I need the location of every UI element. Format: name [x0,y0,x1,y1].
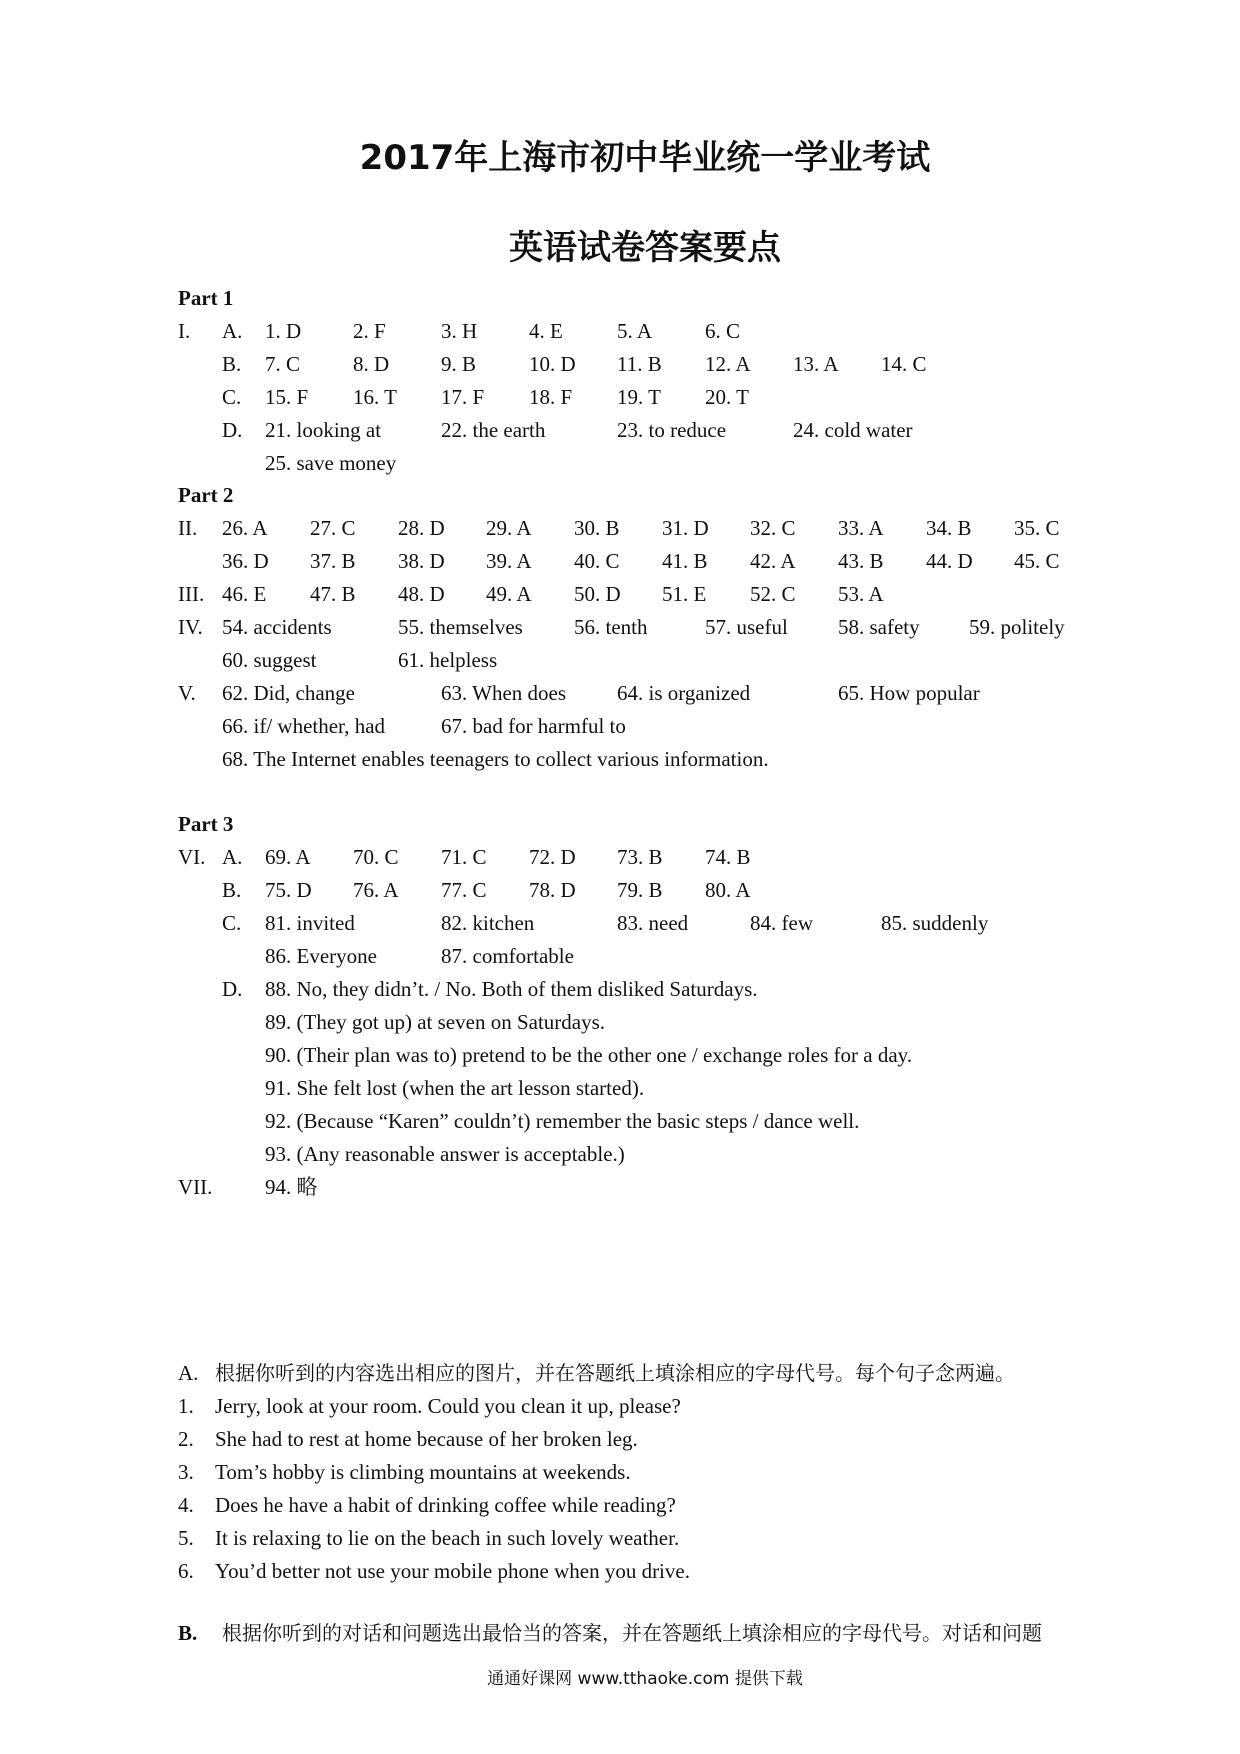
answer-62: 62. Did, change [222,681,355,705]
answer-54: 54. accidents [222,615,332,639]
answer-94: 94. 略 [265,1175,318,1199]
answer-22: 22. the earth [441,418,546,442]
answer-92: 92. (Because “Karen” couldn’t) remember the basic steps / dance well. [265,1109,860,1133]
answer-50: 50. D [574,582,621,606]
answer-67: 67. bad for harmful to [441,714,626,738]
answer-26: 26. A [222,516,268,540]
answer-18: 18. F [529,385,573,409]
page-title: 2017年上海市初中毕业统一学业考试 [359,138,931,178]
subsection-label: B. [222,878,242,902]
answer-44: 44. D [926,549,973,573]
answer-9: 9. B [441,352,477,376]
answer-37: 37. B [310,549,356,573]
list-item-text: Does he have a habit of drinking coffee while reading? [215,1493,676,1517]
answer-53: 53. A [838,582,884,606]
answer-88: 88. No, they didn’t. / No. Both of them disliked Saturdays. [265,977,758,1001]
section-I-label: I. [178,319,191,343]
answer-48: 48. D [398,582,445,606]
list-item-text: It is relaxing to lie on the beach in such lovely weather. [215,1526,680,1550]
list-item-number: 3. [178,1460,194,1484]
answer-78: 78. D [529,878,576,902]
subsection-label: A. [222,319,243,343]
answer-5: 5. A [617,319,653,343]
answer-25: 25. save money [265,451,397,475]
section-III-label: III. [178,582,205,606]
answer-65: 65. How popular [838,681,980,705]
answer-23: 23. to reduce [617,418,727,442]
answer-84: 84. few [750,911,813,935]
answer-24: 24. cold water [793,418,913,442]
subsection-label: D. [222,418,243,442]
subsection-label: C. [222,911,242,935]
answer-83: 83. need [617,911,689,935]
part-2-heading: Part 2 [178,483,234,507]
answer-40: 40. C [574,549,620,573]
answer-20: 20. T [705,385,749,409]
answer-21: 21. looking at [265,418,382,442]
answer-73: 73. B [617,845,663,869]
answer-71: 71. C [441,845,487,869]
answer-61: 61. helpless [398,648,498,672]
list-item-number: 6. [178,1559,194,1583]
answer-45: 45. C [1014,549,1060,573]
answer-70: 70. C [353,845,399,869]
part-1-heading: Part 1 [178,286,234,310]
part-3-heading: Part 3 [178,812,234,836]
answer-52: 52. C [750,582,796,606]
answer-34: 34. B [926,516,972,540]
subsection-label: D. [222,977,243,1001]
listening-b-label: B. [178,1621,198,1645]
answer-31: 31. D [662,516,709,540]
answer-58: 58. safety [838,615,920,639]
answer-86: 86. Everyone [265,944,377,968]
answer-72: 72. D [529,845,576,869]
answer-64: 64. is organized [617,681,751,705]
answer-32: 32. C [750,516,796,540]
page-footer: 通通好课网 www.tthaoke.com 提供下载 [487,1669,803,1689]
answer-29: 29. A [486,516,532,540]
answer-3: 3. H [441,319,478,343]
answer-74: 74. B [705,845,751,869]
answer-10: 10. D [529,352,576,376]
list-item-text: She had to rest at home because of her broken leg. [215,1427,638,1451]
answer-2: 2. F [353,319,386,343]
answer-77: 77. C [441,878,487,902]
answer-80: 80. A [705,878,751,902]
answer-60: 60. suggest [222,648,317,672]
answer-47: 47. B [310,582,356,606]
answer-33: 33. A [838,516,884,540]
list-item-number: 4. [178,1493,194,1517]
subsection-label: A. [222,845,243,869]
answer-8: 8. D [353,352,390,376]
answer-28: 28. D [398,516,445,540]
answer-16: 16. T [353,385,397,409]
answer-30: 30. B [574,516,620,540]
subsection-label: B. [222,352,242,376]
answer-57: 57. useful [705,615,788,639]
answer-55: 55. themselves [398,615,523,639]
answer-59: 59. politely [969,615,1065,639]
section-II-label: II. [178,516,198,540]
answer-12: 12. A [705,352,751,376]
answer-43: 43. B [838,549,884,573]
answer-81: 81. invited [265,911,355,935]
subsection-label: C. [222,385,242,409]
answer-41: 41. B [662,549,708,573]
answer-76: 76. A [353,878,399,902]
answer-19: 19. T [617,385,661,409]
answer-82: 82. kitchen [441,911,535,935]
answer-87: 87. comfortable [441,944,574,968]
answer-38: 38. D [398,549,445,573]
section-VII-label: VII. [178,1175,213,1199]
answer-42: 42. A [750,549,796,573]
answer-75: 75. D [265,878,312,902]
list-item-text: Jerry, look at your room. Could you clean it up, please? [215,1394,681,1418]
answer-93: 93. (Any reasonable answer is acceptable.) [265,1142,625,1166]
answer-14: 14. C [881,352,927,376]
answer-51: 51. E [662,582,707,606]
listening-a-instructions: 根据你听到的内容选出相应的图片，并在答题纸上填涂相应的字母代号。每个句子念两遍。 [215,1361,1015,1385]
list-item-number: 1. [178,1394,194,1418]
answer-66: 66. if/ whether, had [222,714,386,738]
answer-11: 11. B [617,352,662,376]
answer-15: 15. F [265,385,309,409]
answer-56: 56. tenth [574,615,648,639]
answer-7: 7. C [265,352,301,376]
answer-6: 6. C [705,319,741,343]
answer-1: 1. D [265,319,302,343]
answer-4: 4. E [529,319,563,343]
answer-35: 35. C [1014,516,1060,540]
answer-91: 91. She felt lost (when the art lesson started). [265,1076,645,1100]
answer-27: 27. C [310,516,356,540]
answer-49: 49. A [486,582,532,606]
section-VI-label: VI. [178,845,206,869]
answer-17: 17. F [441,385,485,409]
list-item-text: You’d better not use your mobile phone when you drive. [215,1559,690,1583]
answer-13: 13. A [793,352,839,376]
answer-85: 85. suddenly [881,911,989,935]
listening-a-label: A. [178,1361,199,1385]
answer-46: 46. E [222,582,267,606]
answer-90: 90. (Their plan was to) pretend to be the other one / exchange roles for a day. [265,1043,913,1067]
list-item-number: 2. [178,1427,194,1451]
section-V-label: V. [178,681,196,705]
section-IV-label: IV. [178,615,203,639]
answer-36: 36. D [222,549,269,573]
answer-68: 68. The Internet enables teenagers to collect various information. [222,747,769,771]
answer-89: 89. (They got up) at seven on Saturdays. [265,1010,606,1034]
list-item-text: Tom’s hobby is climbing mountains at weekends. [215,1460,631,1484]
answer-69: 69. A [265,845,311,869]
listening-b-instructions: 根据你听到的对话和问题选出最恰当的答案，并在答题纸上填涂相应的字母代号。对话和问题 [222,1621,1042,1645]
answer-79: 79. B [617,878,663,902]
answer-63: 63. When does [441,681,567,705]
list-item-number: 5. [178,1526,194,1550]
page-subtitle: 英语试卷答案要点 [509,228,781,268]
answer-39: 39. A [486,549,532,573]
